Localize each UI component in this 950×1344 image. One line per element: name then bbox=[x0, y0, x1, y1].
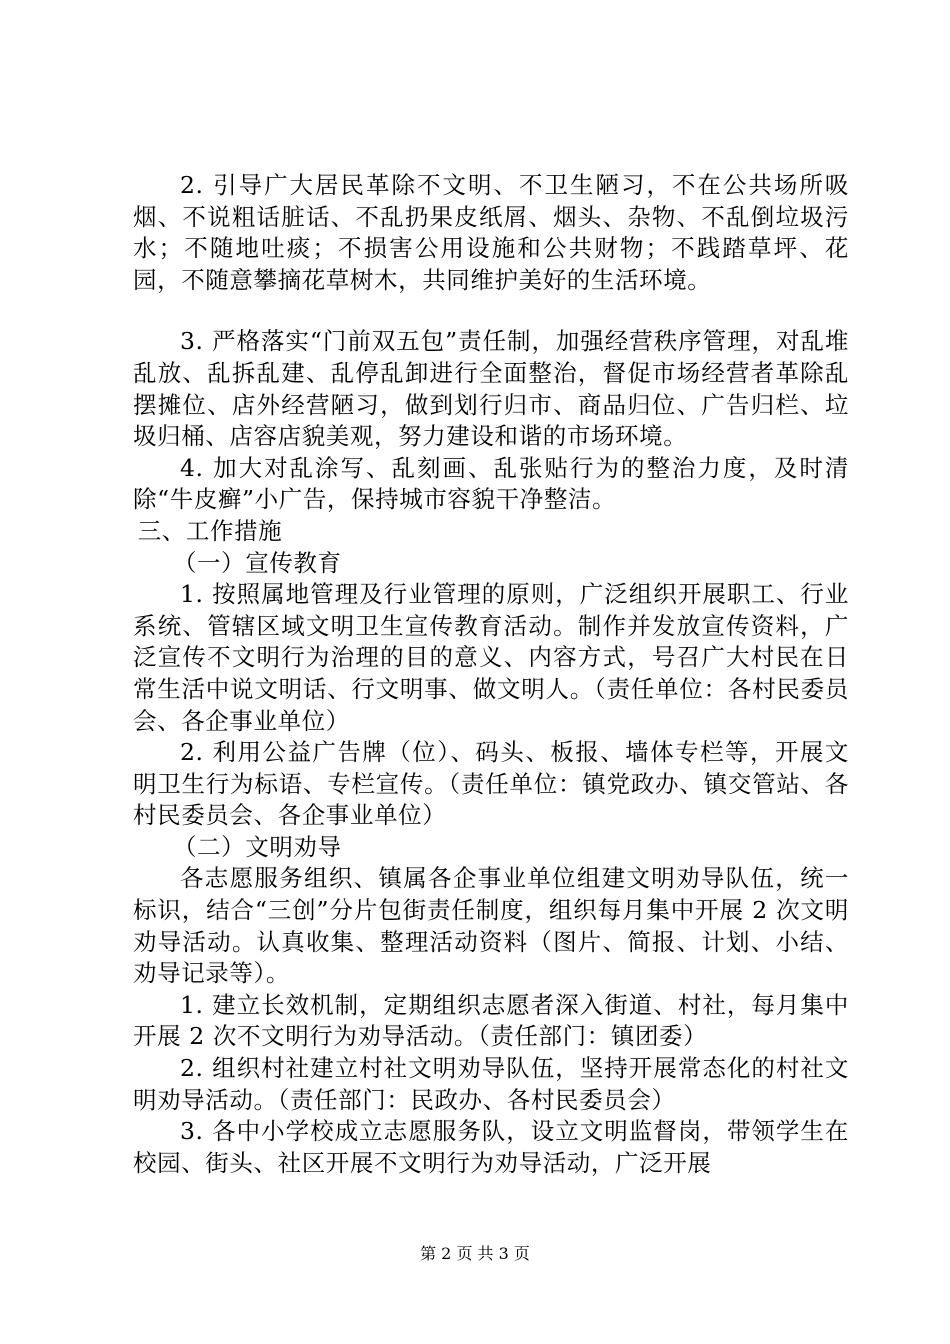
publicity-item-2: 2. 利用公益广告牌（位）、码头、板报、墙体专栏等，开展文明卫生行为标语、专栏宣传。（责任单位：镇党政办、镇交管站、各村民委员会、各企事业单位） bbox=[133, 738, 849, 830]
page-number-footer: 第 2 页 共 3 页 bbox=[420, 1244, 530, 1263]
subsection-heading-publicity: （一）宣传教育 bbox=[172, 548, 342, 577]
persuasion-item-1: 1. 建立长效机制，定期组织志愿者深入街道、村社，每月集中开展 2 次不文明行为劝导活动。（责任部门：镇团委） bbox=[133, 990, 849, 1051]
document-body bbox=[133, 170, 849, 1179]
paragraph-item-2: 2. 引导广大居民革除不文明、不卫生陋习，不在公共场所吸烟、不说粗话脏话、不乱扔果皮纸屑、烟头、杂物、不乱倒垃圾污水；不随地吐痰；不损害公用设施和公共财物；不践踏草坪、花园，不随意攀摘花草树木，共同维护美好的生活环境。 bbox=[133, 171, 849, 294]
paragraph-item-4: 4. 加大对乱涂写、乱刻画、乱张贴行为的整治力度，及时清除“牛皮癣”小广告，保持城市容貌干净整洁。 bbox=[133, 453, 849, 514]
persuasion-item-3: 3. 各中小学校成立志愿服务队，设立文明监督岗，带领学生在校园、街头、社区开展不文明行为劝导活动，广泛开展 bbox=[133, 1117, 849, 1177]
subsection-heading-persuasion: （二）文明劝导 bbox=[172, 832, 342, 861]
persuasion-item-2: 2. 组织村社建立村社文明劝导队伍，坚持开展常态化的村社文明劝导活动。（责任部门：民政办、各村民委员会） bbox=[133, 1054, 849, 1114]
persuasion-intro: 各志愿服务组织、镇属各企事业单位组建文明劝导队伍，统一标识，结合“三创”分片包街责任制度，组织每月集中开展 2 次文明劝导活动。认真收集、整理活动资料（图片、简报、计划、小结、劝导记录等）。 bbox=[133, 864, 849, 988]
paragraph-item-3: 3. 严格落实“门前双五包”责任制，加强经营秩序管理，对乱堆乱放、乱拆乱建、乱停乱卸进行全面整治，督促市场经营者革除乱摆摊位、店外经营陋习，做到划行归市、商品归位、广告归栏、垃圾归桶、店容店貌美观，努力建设和谐的市场环境。 bbox=[133, 327, 849, 451]
section-heading-work-measures: 三、工作措施 bbox=[137, 516, 283, 545]
publicity-item-1: 1. 按照属地管理及行业管理的原则，广泛组织开展职工、行业系统、管辖区域文明卫生宣传教育活动。制作并发放宣传资料，广泛宣传不文明行为治理的目的意义、内容方式，号召广大村民在日常生活中说文明话、行文明事、做文明人。（责任单位：各村民委员会、各企事业单位） bbox=[133, 580, 849, 735]
